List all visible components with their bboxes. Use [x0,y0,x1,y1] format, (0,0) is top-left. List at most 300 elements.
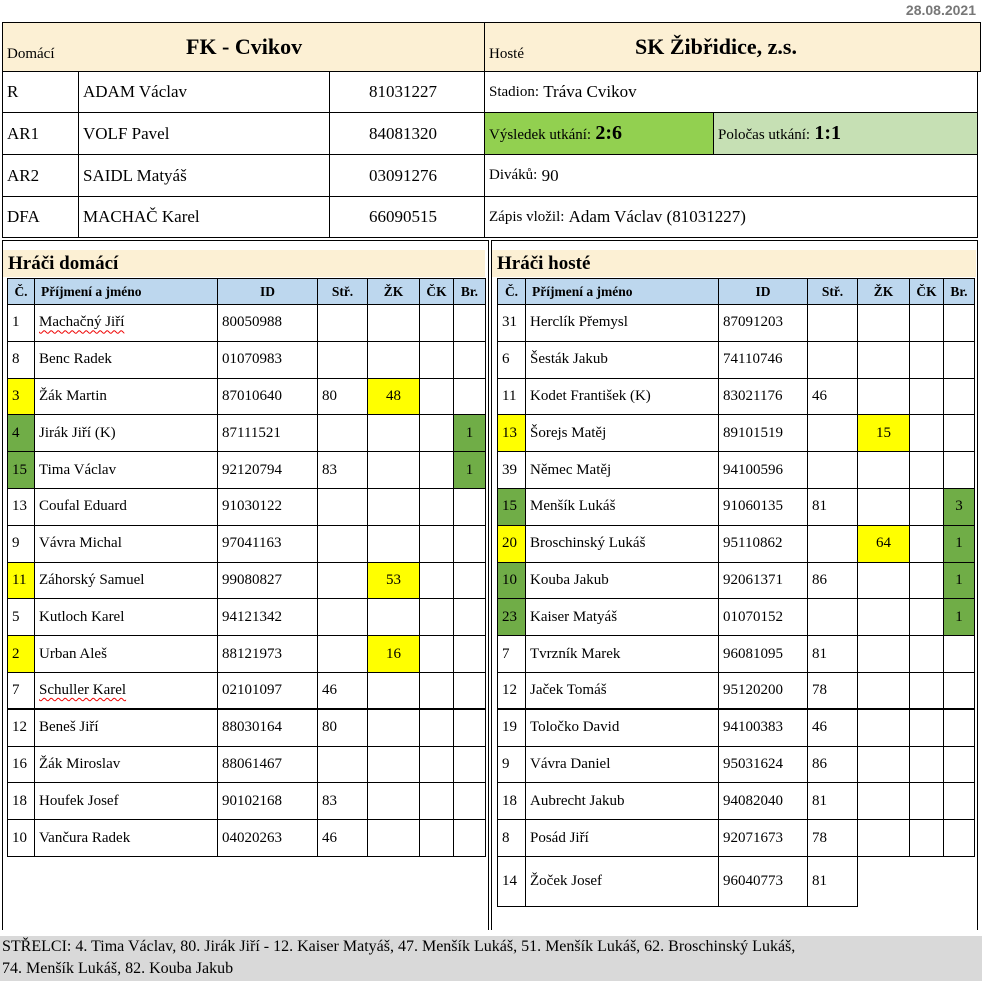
player-row [498,672,975,709]
player-substitution: 80 [318,709,368,746]
player-goals [944,636,975,673]
col-id: ID [218,279,318,305]
player-row [8,672,486,709]
entered-by-cell [484,196,978,238]
player-red-card [420,415,454,452]
player-yellow-card [368,709,420,746]
player-row [498,305,975,342]
player-yellow-card: 16 [368,636,420,673]
player-id: 01070983 [218,341,318,378]
player-goals: 1 [944,599,975,636]
player-id: 88061467 [218,746,318,783]
player-id: 95120200 [719,672,808,709]
player-yellow-card [368,599,420,636]
player-goals [944,783,975,820]
official-name: SAIDL Matyáš [78,154,330,197]
player-name: Němec Matěj [526,452,719,489]
home-players-title: Hráči domácí [3,250,485,277]
player-substitution: 78 [808,672,858,709]
player-goals [944,746,975,783]
player-substitution: 86 [808,562,858,599]
player-substitution [318,305,368,342]
player-yellow-card [858,820,910,857]
player-substitution: 81 [808,783,858,820]
result-value: 2:6 [595,122,622,144]
player-row [8,525,486,562]
player-red-card [420,783,454,820]
player-name: Žák Miroslav [35,746,218,783]
player-id: 99080827 [218,562,318,599]
player-yellow-card [858,452,910,489]
player-number: 10 [8,820,35,857]
player-red-card [420,341,454,378]
player-name: Aubrecht Jakub [526,783,719,820]
spectators-label: Diváků: [489,167,538,183]
player-row [8,599,486,636]
player-name: Šesták Jakub [526,341,719,378]
player-name: Kutloch Karel [35,599,218,636]
player-id: 91060135 [719,488,808,525]
player-goals [454,378,486,415]
player-row [498,415,975,452]
player-name: Tima Václav [35,452,218,489]
player-goals [454,820,486,857]
player-row [498,783,975,820]
player-goals: 1 [454,415,486,452]
col-sub: Stř. [318,279,368,305]
player-goals: 1 [454,452,486,489]
player-name: Vávra Daniel [526,746,719,783]
player-id: 74110746 [719,341,808,378]
player-row [498,562,975,599]
player-number: 13 [498,415,526,452]
player-goals [454,525,486,562]
player-substitution [808,305,858,342]
halftime-label: Poločas utkání: [718,127,811,143]
player-substitution: 46 [808,378,858,415]
player-goals [454,305,486,342]
player-name: Jirák Jiří (K) [35,415,218,452]
col-no: Č. [8,279,35,305]
stadium-label: Stadion: [489,83,540,100]
player-id: 92120794 [218,452,318,489]
entered-by-value: Adam Václav (81031227) [568,207,746,226]
scorers-line-1: STŘELCI: 4. Tima Václav, 80. Jirák Jiří - 12. Kaiser Matyáš, 47. Menšík Lukáš, 51. Menšík Lukáš, 62. Broschinský Lukáš, [2,938,796,955]
player-name: Herclík Přemysl [526,305,719,342]
player-yellow-card [368,783,420,820]
player-number: 14 [498,856,526,906]
player-red-card [910,672,944,709]
official-role: R [2,71,79,113]
player-substitution [808,341,858,378]
player-id: 95031624 [719,746,808,783]
player-name: Menšík Lukáš [526,488,719,525]
player-id: 92071673 [719,820,808,857]
player-substitution [318,488,368,525]
player-number: 5 [8,599,35,636]
player-row [498,488,975,525]
player-substitution [808,415,858,452]
away-team-name: SK Žibřidice, z.s. [635,34,797,59]
player-number: 19 [498,709,526,746]
player-row [498,636,975,673]
player-substitution: 83 [318,783,368,820]
player-substitution [318,415,368,452]
player-goals: 3 [944,488,975,525]
player-yellow-card [858,746,910,783]
player-substitution [808,525,858,562]
player-name: Vančura Radek [35,820,218,857]
player-substitution: 46 [808,709,858,746]
player-number: 8 [498,820,526,857]
player-number: 2 [8,636,35,673]
col-name: Příjmení a jméno [526,279,719,305]
player-goals [454,746,486,783]
player-id: 94100596 [719,452,808,489]
player-yellow-card: 48 [368,378,420,415]
official-name: MACHAČ Karel [78,196,330,238]
stadium-value: Tráva Cvikov [543,82,637,101]
player-number: 39 [498,452,526,489]
player-yellow-card [858,783,910,820]
player-name: Kaiser Matyáš [526,599,719,636]
official-role: AR1 [2,112,79,155]
stadium-cell [484,71,978,113]
player-red-card [910,341,944,378]
player-yellow-card [858,672,910,709]
player-goals [944,305,975,342]
official-role: DFA [2,196,79,238]
player-substitution: 86 [808,746,858,783]
player-goals [944,709,975,746]
official-id: 03091276 [329,154,485,197]
home-team-header [2,22,485,72]
player-red-card [910,709,944,746]
player-goals: 1 [944,525,975,562]
player-id: 83021176 [719,378,808,415]
player-red-card [420,820,454,857]
player-number: 16 [8,746,35,783]
player-number: 9 [8,525,35,562]
player-red-card [910,415,944,452]
player-number: 18 [498,783,526,820]
player-goals [454,672,486,709]
player-name: Houfek Josef [35,783,218,820]
player-id: 87091203 [719,305,808,342]
player-red-card [910,525,944,562]
col-name: Příjmení a jméno [35,279,218,305]
player-row [8,820,486,857]
player-row [8,636,486,673]
player-row [8,305,486,342]
player-yellow-card [368,452,420,489]
official-name: VOLF Pavel [78,112,330,155]
player-yellow-card [368,415,420,452]
player-id: 87010640 [218,378,318,415]
player-substitution: 81 [808,488,858,525]
player-name: Tvrzník Marek [526,636,719,673]
player-red-card [910,599,944,636]
player-name: Jaček Tomáš [526,672,719,709]
player-substitution: 81 [808,856,858,906]
player-yellow-card [858,599,910,636]
official-id: 84081320 [329,112,485,155]
player-substitution [808,452,858,489]
entered-by-label: Zápis vložil: [489,208,565,225]
player-name: Urban Aleš [35,636,218,673]
player-id: 02101097 [218,672,318,709]
player-yellow-card [858,341,910,378]
player-yellow-card [858,636,910,673]
player-row [8,746,486,783]
player-yellow-card: 15 [858,415,910,452]
player-yellow-card [858,378,910,415]
player-row [498,820,975,857]
scorers-line-2: 74. Menšík Lukáš, 82. Kouba Jakub [2,960,234,977]
col-yellow-card: ŽK [368,279,420,305]
player-yellow-card: 53 [368,562,420,599]
away-table-header [498,279,975,305]
player-row [498,856,975,906]
away-players-title: Hráči hosté [492,250,976,277]
player-name: Coufal Eduard [35,488,218,525]
away-team-header [484,22,981,72]
player-number: 6 [498,341,526,378]
result-label: Výsledek utkání: [489,127,592,143]
player-row [498,525,975,562]
player-yellow-card [858,305,910,342]
player-number: 23 [498,599,526,636]
home-table-header [8,279,486,305]
player-row [8,783,486,820]
player-number: 20 [498,525,526,562]
player-row [498,599,975,636]
player-goals [454,562,486,599]
player-goals [944,452,975,489]
player-number: 12 [8,709,35,746]
player-id: 94082040 [719,783,808,820]
player-goals [454,599,486,636]
col-yellow-card: ŽK [858,279,910,305]
player-id: 88030164 [218,709,318,746]
player-red-card [910,783,944,820]
report-date: 28.08.2021 [905,2,976,18]
player-number: 10 [498,562,526,599]
player-id: 88121973 [218,636,318,673]
player-substitution: 46 [318,820,368,857]
spectators-value: 90 [541,165,559,185]
player-name: Beneš Jiří [35,709,218,746]
result-cell [484,112,714,155]
player-id: 96040773 [719,856,808,906]
player-goals [944,415,975,452]
col-goals: Br. [454,279,486,305]
player-name: Schuller Karel [35,672,218,709]
player-goals [454,488,486,525]
player-red-card [420,636,454,673]
player-id: 97041163 [218,525,318,562]
player-name: Záhorský Samuel [35,562,218,599]
player-row [8,709,486,746]
player-number: 7 [8,672,35,709]
player-number: 1 [8,305,35,342]
player-goals [454,341,486,378]
player-name: Žoček Josef [526,856,719,906]
player-id: 94121342 [218,599,318,636]
col-no: Č. [498,279,526,305]
player-yellow-card [368,820,420,857]
player-red-card [420,562,454,599]
player-red-card [910,452,944,489]
col-red-card: ČK [910,279,944,305]
player-red-card [420,378,454,415]
player-goals [454,636,486,673]
player-id: 04020263 [218,820,318,857]
player-name: Broschinský Lukáš [526,525,719,562]
player-row [498,709,975,746]
player-name: Machačný Jiří [35,305,218,342]
player-number: 8 [8,341,35,378]
official-id: 81031227 [329,71,485,113]
player-red-card [420,488,454,525]
player-goals [944,820,975,857]
player-goals [944,378,975,415]
player-substitution: 78 [808,820,858,857]
player-row [8,488,486,525]
player-id: 01070152 [719,599,808,636]
player-substitution [318,599,368,636]
col-sub: Stř. [808,279,858,305]
player-name: Benc Radek [35,341,218,378]
player-id: 96081095 [719,636,808,673]
player-number: 31 [498,305,526,342]
col-goals: Br. [944,279,975,305]
player-yellow-card [858,709,910,746]
player-yellow-card [368,525,420,562]
player-number: 15 [498,488,526,525]
away-players-table [497,278,975,907]
player-goals [454,783,486,820]
player-red-card [420,525,454,562]
col-red-card: ČK [420,279,454,305]
player-name: Toločko David [526,709,719,746]
player-red-card [910,488,944,525]
player-number: 13 [8,488,35,525]
halftime-cell [713,112,978,155]
player-substitution: 80 [318,378,368,415]
player-substitution [318,562,368,599]
player-number: 15 [8,452,35,489]
player-yellow-card [368,341,420,378]
home-players-table [7,278,486,857]
player-yellow-card [368,305,420,342]
player-red-card [910,562,944,599]
scorers-bar [0,936,982,981]
player-id: 90102168 [218,783,318,820]
player-substitution [808,599,858,636]
player-yellow-card [368,488,420,525]
player-name: Šorejs Matěj [526,415,719,452]
player-goals [944,672,975,709]
player-name: Kouba Jakub [526,562,719,599]
official-name: ADAM Václav [78,71,330,113]
player-number: 11 [498,378,526,415]
player-goals [454,709,486,746]
player-row [498,746,975,783]
player-row [498,341,975,378]
player-row [498,378,975,415]
player-number: 3 [8,378,35,415]
official-role: AR2 [2,154,79,197]
player-red-card [910,820,944,857]
player-number: 7 [498,636,526,673]
player-name: Žák Martin [35,378,218,415]
player-red-card [910,636,944,673]
player-name: Posád Jiří [526,820,719,857]
player-yellow-card [368,672,420,709]
away-label: Hosté [489,45,524,62]
player-yellow-card: 64 [858,525,910,562]
official-id: 66090515 [329,196,485,238]
player-substitution [318,636,368,673]
player-number: 4 [8,415,35,452]
player-substitution [318,341,368,378]
home-label: Domácí [7,45,55,62]
player-number: 9 [498,746,526,783]
player-goals [944,856,975,906]
player-red-card [420,672,454,709]
player-row [8,562,486,599]
player-red-card [420,599,454,636]
player-yellow-card [368,746,420,783]
player-substitution: 83 [318,452,368,489]
player-red-card [910,746,944,783]
player-yellow-card [858,562,910,599]
player-row [8,378,486,415]
spectators-cell [484,154,978,197]
col-id: ID [719,279,808,305]
player-id: 87111521 [218,415,318,452]
player-id: 89101519 [719,415,808,452]
player-substitution [318,746,368,783]
player-goals [944,341,975,378]
player-substitution: 81 [808,636,858,673]
player-row [8,452,486,489]
player-id: 91030122 [218,488,318,525]
player-number: 12 [498,672,526,709]
player-id: 94100383 [719,709,808,746]
player-number: 18 [8,783,35,820]
player-substitution [318,525,368,562]
player-red-card [910,305,944,342]
player-substitution: 46 [318,672,368,709]
player-row [498,452,975,489]
player-name: Vávra Michal [35,525,218,562]
player-row [8,341,486,378]
player-yellow-card [858,488,910,525]
player-red-card [910,378,944,415]
player-red-card [420,709,454,746]
player-goals: 1 [944,562,975,599]
home-team-name: FK - Cvikov [186,34,303,59]
player-red-card [910,856,944,906]
player-red-card [420,746,454,783]
player-name: Kodet František (K) [526,378,719,415]
player-id: 80050988 [218,305,318,342]
player-id: 92061371 [719,562,808,599]
player-red-card [420,452,454,489]
player-red-card [420,305,454,342]
